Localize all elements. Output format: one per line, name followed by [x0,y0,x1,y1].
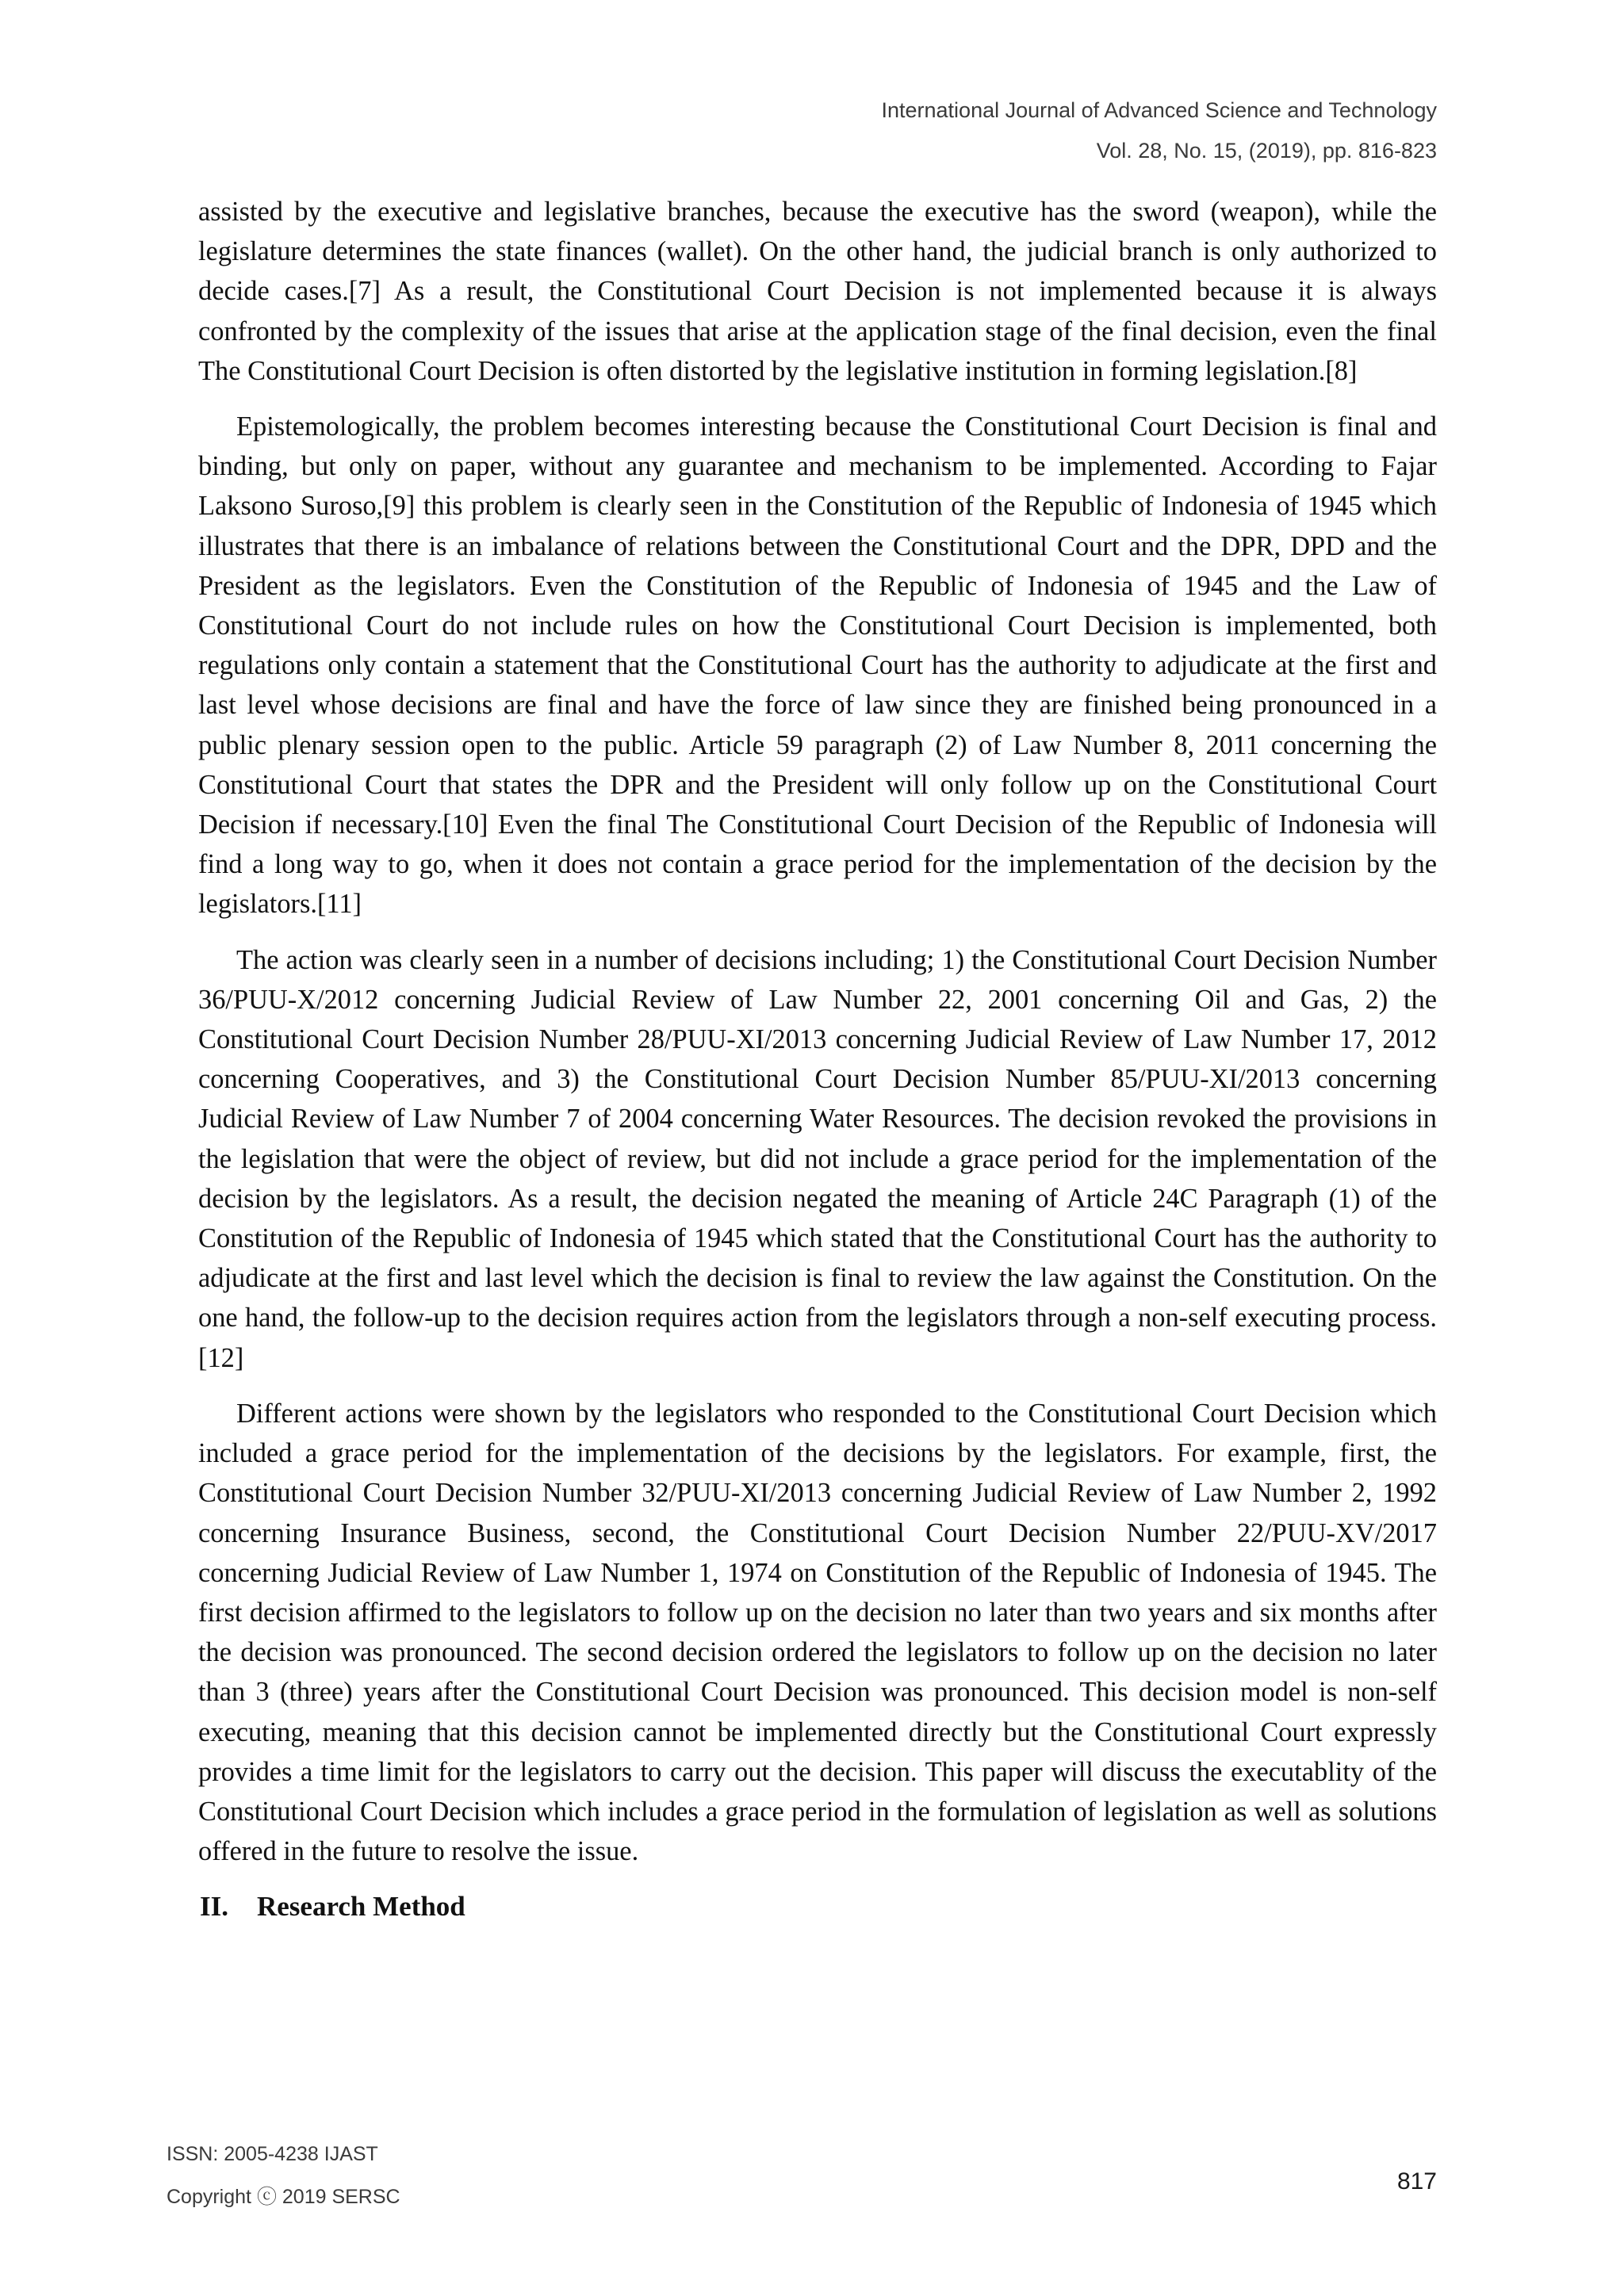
section-number: II. [200,1891,228,1923]
article-body [198,192,1437,1927]
page-footer [167,2133,400,2218]
issn: ISSN: 2005-4238 IJAST [167,2143,378,2165]
copyright: Copyright ⓒ 2019 SERSC [167,2186,400,2208]
running-header [882,90,1438,171]
page-number: 817 [1396,2168,1437,2195]
paragraph-3: The action was clearly seen in a number of decisions including; 1) the Constitutional Court Decision Number 36/PUU-X/2012 concerning Judicial Review of Law Number 22, 2001 concerning Oil and Gas, 2) the Constitutional Court Decision Number 28/PUU-XI/2013 concerning Judicial Review of Law Number 17, 2012 concerning Cooperatives, and 3) the Constitutional Court Decision Number 85/PUU-XI/2013 concerning Judicial Review of Law Number 7 of 2004 concerning Water Resources. The decision revoked the provisions in the legislation that were the object of review, but did not include a grace period for the implementation of the decision by the legislators. As a result, the decision negated the meaning of Article 24C Paragraph (1) of the Constitution of the Republic of Indonesia of 1945 which stated that the Constitutional Court has the authority to adjudicate at the first and last level which the decision is final to review the law against the Constitution. On the one hand, the follow-up to the decision requires action from the legislators through a non-self executing process.[12] [198,944,1437,1373]
section-title: Research Method [257,1891,465,1923]
paragraph-2: Epistemologically, the problem becomes interesting because the Constitutional Court Decision is final and binding, but only on paper, without any guarantee and mechanism to be implemented. According to Fajar Laksono Suroso,[9] this problem is clearly seen in the Constitution of the Republic of Indonesia of 1945 which illustrates that there is an imbalance of relations between the Constitutional Court and the DPR, DPD and the President as the legislators. Even the Constitution of the Republic of Indonesia of 1945 and the Law of Constitutional Court do not include rules on how the Constitutional Court Decision is implemented, both regulations only contain a statement that the Constitutional Court has the authority to adjudicate at the first and last level whose decisions are final and have the force of law since they are finished being pronounced in a public plenary session open to the public. Article 59 paragraph (2) of Law Number 8, 2011 concerning the Constitutional Court that states the DPR and the President will only follow up on the Constitutional Court Decision if necessary.[10] Even the final The Constitutional Court Decision of the Republic of Indonesia will find a long way to go, when it does not contain a grace period for the implementation of the decision by the legislators.[11] [198,411,1437,920]
paragraph-4: Different actions were shown by the legislators who responded to the Constitutional Court Decision which included a grace period for the implementation of the decisions by the legislators. For example, first, the Constitutional Court Decision Number 32/PUU-XI/2013 concerning Judicial Review of Law Number 2, 1992 concerning Insurance Business, second, the Constitutional Court Decision Number 22/PUU-XV/2017 concerning Judicial Review of Law Number 1, 1974 on Constitution of the Republic of Indonesia of 1945. The first decision affirmed to the legislators to follow up on the decision no later than two years and six months after the decision was pronounced. The second decision ordered the legislators to follow up on the decision no later than 3 (three) years after the Constitutional Court Decision was pronounced. This decision model is non-self executing, meaning that this decision cannot be implemented directly but the Constitutional Court expressly provides a time limit for the legislators to carry out the decision. This paper will discuss the executablity of the Constitutional Court Decision which includes a grace period in the formulation of legislation as well as solutions offered in the future to resolve the issue. [198,1398,1437,1867]
journal-title: International Journal of Advanced Science and Technology [881,98,1437,122]
section-heading [198,1887,1437,1927]
paragraph-1: assisted by the executive and legislative branches, because the executive has the sword (weapon), while the legislature determines the state finances (wallet). On the other hand, the judicial branch is only authorized to decide cases.[7] As a result, the Constitutional Court Decision is not implemented because it is always confronted by the complexity of the issues that arise at the application stage of the final decision, even the final The Constitutional Court Decision is often distorted by the legislative institution in forming legislation.[8] [198,197,1437,386]
volume-info: Vol. 28, No. 15, (2019), pp. 816-823 [1096,139,1437,163]
